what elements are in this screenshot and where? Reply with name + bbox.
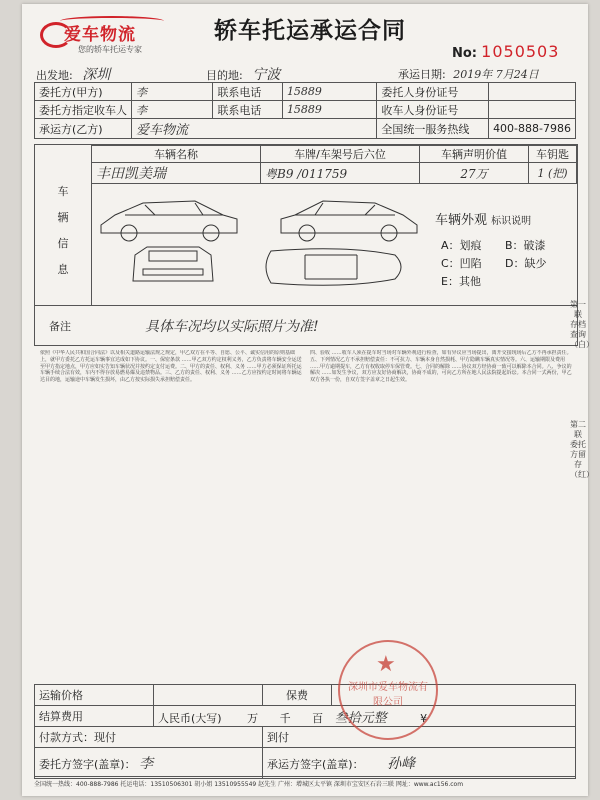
origin-field: 出发地: 深圳 — [36, 67, 111, 83]
settlement-row: 结算费用 人民币(大写) 万 千 百 叁拾元整 ¥ — [35, 706, 576, 727]
serial-number-value: 1050503 — [481, 42, 560, 61]
destination-field: 目的地: 宁波 — [206, 67, 281, 83]
date-value: 2019年 7月24日 — [453, 68, 539, 81]
logo-brand: 爱车物流 — [64, 25, 136, 45]
side-note-second: 第二联 委托方留存（红） — [570, 420, 594, 479]
document-title: 轿车托运承运合同 — [214, 18, 406, 44]
logo-slogan: 您的轿车托运专家 — [78, 45, 142, 54]
receiver-row: 委托方指定收车人 李 联系电话 15889 收车人身份证号 — [35, 101, 576, 119]
terms-right-column: 四、验收 ……收车人须在提车时当场对车辆外观进行检查，如有异议应当场提出，离开交接现场后乙方不再承担责任。五、下列情况乙方不承担赔偿责任：不可抗力、车辆本身自然损耗、甲方隐瞒车辆真实情况等。六、运输期限及费用 ……甲方逾期提车，乙方有权收取停车保管费。七、合同的解除 ……协议双方经协商一致可以解除本合同。八、争议的解决 ……如发生争议，双方应友好协商解决，协商不成的，可向乙方所在地人民法院提起诉讼。本合同一式两份，甲乙双方各执一份，自双方签字盖章之日起生效。 — [310, 350, 572, 384]
vehicle-keys: 1 (把) — [529, 163, 577, 184]
vehicle-section-label: 车 辆 信 息 — [35, 145, 92, 305]
principal-name: 李 — [132, 83, 213, 101]
vehicle-value-row — [92, 163, 577, 184]
vehicle-section — [34, 144, 578, 346]
vehicle-header-row: 车辆名称 车牌/车架号后六位 车辆声明价值 车钥匙 — [92, 146, 577, 163]
principal-id — [489, 83, 576, 101]
fee-table — [34, 684, 576, 779]
carrier-name: 爱车物流 — [132, 119, 377, 139]
side-note-first: 第一联 存档查询（白） — [570, 300, 594, 349]
carrier-signature: 孙峰 — [387, 756, 416, 772]
principal-phone: 15889 — [282, 83, 376, 101]
exterior-title: 车辆外观 标识说明 — [435, 213, 532, 228]
vehicle-name: 丰田凯美瑞 — [92, 163, 261, 184]
vehicle-table — [91, 145, 577, 184]
destination-value: 宁波 — [252, 67, 281, 83]
terms-left-column: 依照《中华人民共和国合同法》以及相关道路运输法规之规定，甲乙双方在平等、自愿、公平、诚实信用的原则基础上，就甲方委托乙方托运车辆事宜达成如下协议。一、保密条款 ……甲乙双方约定权利义务，乙方负责将车辆安全运送至甲方指定地点，甲方应如实告知车辆状况并按约定支付运费。二、甲方的责任、权利、义务 ……甲方必须保证所托运车辆手续合法有效，车内不得存放易燃易爆及违禁物品。三、乙方的责任、权利、义务 ……乙方应按约定时间将车辆运达目的地，运输途中车辆发生损坏，由乙方按实际损失承担赔偿责任。 — [40, 350, 302, 384]
seal-star-icon: ★ — [376, 652, 396, 677]
date-field: 承运日期: 2019年 7月24日 — [398, 68, 539, 81]
car-right-side-icon — [281, 201, 417, 241]
serial-number: No: 1050503 — [452, 42, 560, 61]
contract-terms — [34, 350, 576, 670]
car-front-icon — [133, 247, 213, 281]
receiver-name: 李 — [132, 101, 213, 119]
car-diagram — [95, 185, 425, 303]
vehicle-plate: 粤B9 /011759 — [261, 163, 420, 184]
contract-sheet — [22, 4, 594, 796]
receiver-id — [489, 101, 576, 119]
company-seal: ★ 深圳市爱车物流有限公司 — [338, 640, 438, 740]
note-value: 具体车况均以实际照片为准! — [145, 319, 319, 335]
receiver-phone: 15889 — [282, 101, 376, 119]
company-logo — [38, 14, 178, 60]
payment-row: 付款方式：现付 到付 — [35, 727, 576, 748]
car-top-icon — [266, 249, 401, 286]
principal-signature: 李 — [139, 756, 154, 772]
parties-table — [34, 82, 576, 139]
signature-row: 委托方签字(盖章)： 李 承运方签字(盖章)： 孙峰 — [35, 748, 576, 779]
freight-row: 运输价格 保费 — [35, 685, 576, 706]
note-row: 备注 具体车况均以实际照片为准! — [35, 305, 577, 346]
damage-legend: A：划痕 B：破漆 C：凹陷 D：缺少 E：其他 — [441, 239, 547, 288]
settlement-amount: 叁拾元整 — [334, 710, 387, 726]
car-left-side-icon — [101, 201, 237, 241]
carrier-hotline: 400-888-7986 — [489, 119, 576, 139]
carrier-row: 承运方(乙方) 爱车物流 全国统一服务热线 400-888-7986 — [35, 119, 576, 139]
footer-contact: 全国统一热线：400-888-7986 托运电话：13510506301 胡小姐 13510955549 赵先生 广州：增城区太平镇 深圳市宝安区石岩三联 网址：www.ac156.com — [34, 776, 576, 788]
principal-row: 委托方(甲方) 李 联系电话 15889 委托人身份证号 — [35, 83, 576, 101]
vehicle-declared-value: 27万 — [420, 163, 529, 184]
origin-value: 深圳 — [82, 67, 111, 83]
